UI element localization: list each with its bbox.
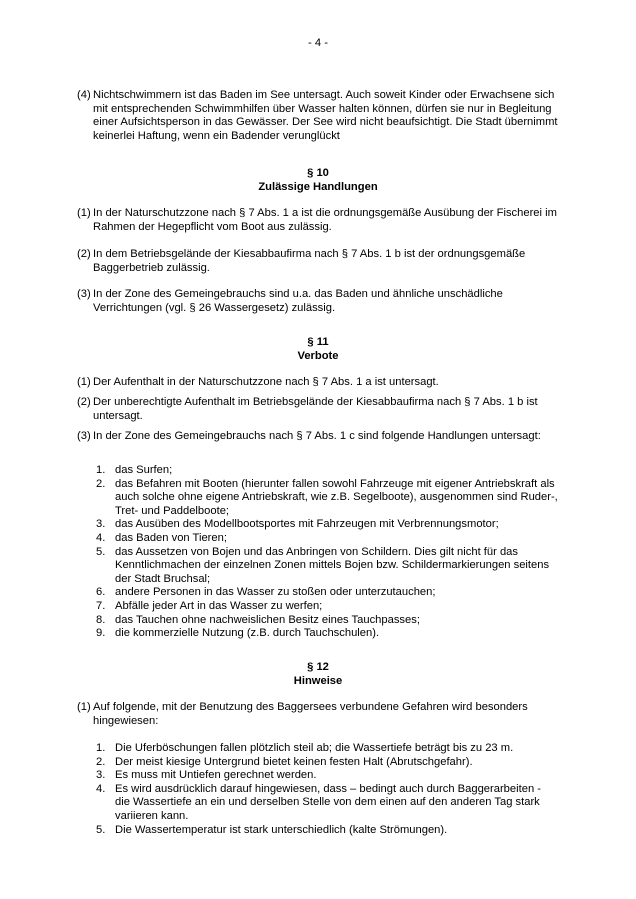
paragraph-text: In der Zone des Gemeingebrauchs sind u.a. das Baden und ähnliche unschädliche Verrichtungen (vgl. § 26 Wassergesetz) zulässig. — [93, 288, 503, 314]
list-item — [96, 614, 561, 628]
s11-prohibition-list — [96, 464, 561, 641]
list-item-text: Der meist kiesige Untergrund bietet keinen festen Halt (Abrutschgefahr). — [115, 755, 473, 768]
s11-paragraph-2 — [77, 396, 567, 423]
list-item-text: Es wird ausdrücklich darauf hingewiesen, dass – bedingt auch durch Baggerarbeiten - die Wassertiefe an ein und derselben Stelle von dem einen auf den anderen Tag stark variieren kann. — [115, 782, 541, 822]
list-item-number: 8. — [96, 613, 106, 626]
section-title: Verbote — [297, 349, 339, 362]
paragraph-text: In der Naturschutzzone nach § 7 Abs. 1 a ist die ordnungsgemäße Ausübung der Fischerei im Rahmen der Hegepflicht vom Boot aus zulässig. — [93, 207, 557, 233]
list-item-text: das Baden von Tieren; — [115, 531, 227, 544]
section-10-heading — [0, 167, 636, 194]
list-item — [96, 600, 561, 614]
paragraph-number: (2) — [77, 396, 91, 408]
page-number: - 4 - — [308, 37, 328, 49]
list-item-number: 3. — [96, 769, 106, 782]
list-item — [96, 769, 556, 783]
list-item-number: 2. — [96, 755, 106, 768]
list-item — [96, 742, 556, 756]
list-item-text: das Befahren mit Booten (hierunter fallen sowohl Fahrzeuge mit eigener Antriebskraft als auch solche ohne eigene Antriebskraft, wie z.B. Segelboote), ausgenommen sind Ruder-, Tret- und Paddelboote; — [115, 477, 558, 517]
paragraph-number: (4) — [77, 89, 91, 101]
list-item-number: 1. — [96, 742, 106, 754]
list-item — [96, 824, 556, 838]
list-item-number: 2. — [96, 477, 106, 490]
paragraph-number: (3) — [77, 430, 91, 442]
list-item — [96, 627, 561, 641]
paragraph-text: Nichtschwimmern ist das Baden im See untersagt. Auch soweit Kinder oder Erwachsene sich mit entsprechenden Schwimmhilfen über Wasser halten können, dürfen sie nur in Begleitung einer Aufsichtsperson in das Gewässer. Der See wird nicht beaufsichtigt. Die Stadt übernimmt keinerlei Haftung, wenn ein Badender verunglückt — [93, 89, 558, 142]
paragraph-number: (1) — [77, 376, 91, 388]
list-item-text: Abfälle jeder Art in das Wasser zu werfen; — [115, 599, 323, 612]
s11-paragraph-1 — [77, 376, 567, 390]
list-item-number: 9. — [96, 627, 106, 640]
section-11-heading — [0, 336, 636, 363]
paragraph-number: (2) — [77, 248, 91, 260]
list-item-number: 5. — [96, 823, 106, 836]
paragraph-number: (1) — [77, 207, 91, 219]
list-item-text: Die Wassertemperatur ist stark unterschiedlich (kalte Strömungen). — [115, 823, 448, 836]
paragraph-text: In dem Betriebsgelände der Kiesabbaufirma nach § 7 Abs. 1 b ist der ordnungsgemäße Baggerbetrieb zulässig. — [93, 248, 526, 274]
s12-hints-list — [96, 742, 556, 837]
s12-paragraph-1 — [77, 701, 567, 728]
paragraph-text: Auf folgende, mit der Benutzung des Baggersees verbundene Gefahren wird besonders hingewiesen: — [93, 701, 528, 727]
section-number: § 10 — [307, 167, 329, 179]
section-title: Zulässige Handlungen — [258, 180, 378, 193]
s10-paragraph-1 — [77, 207, 567, 234]
list-item — [96, 586, 561, 600]
paragraph-text: Der unberechtigte Aufenthalt im Betriebsgelände der Kiesabbaufirma nach § 7 Abs. 1 b ist untersagt. — [93, 396, 538, 422]
list-item-text: die kommerzielle Nutzung (z.B. durch Tauchschulen). — [115, 627, 380, 640]
list-item-text: Es muss mit Untiefen gerechnet werden. — [115, 769, 317, 782]
list-item-text: andere Personen in das Wasser zu stoßen oder unterzutauchen; — [115, 586, 436, 599]
list-item — [96, 464, 561, 478]
list-item-number: 3. — [96, 518, 106, 531]
list-item-text: Die Uferböschungen fallen plötzlich steil ab; die Wassertiefe beträgt bis zu 23 m. — [115, 742, 514, 754]
list-item-text: das Aussetzen von Bojen und das Anbringen von Schildern. Dies gilt nicht für das Kenntlichmachen der einzelnen Zonen mittels Bojen bzw. Schildermarkierungen seitens der Stadt Bruchsal; — [115, 545, 550, 585]
list-item — [96, 783, 556, 824]
list-item-text: das Tauchen ohne nachweislichen Besitz eines Tauchpasses; — [115, 613, 420, 626]
list-item-number: 6. — [96, 586, 106, 599]
list-item — [96, 478, 561, 519]
list-item — [96, 532, 561, 546]
list-item — [96, 756, 556, 770]
paragraph-number: (1) — [77, 701, 91, 713]
list-item-number: 1. — [96, 464, 106, 476]
list-item-text: das Ausüben des Modellbootsportes mit Fahrzeugen mit Verbrennungsmotor; — [115, 518, 499, 531]
section-number: § 12 — [307, 661, 329, 673]
list-item-number: 5. — [96, 545, 106, 558]
list-item-number: 4. — [96, 782, 106, 795]
s10-paragraph-2 — [77, 248, 567, 275]
paragraph-text: In der Zone des Gemeingebrauchs nach § 7 Abs. 1 c sind folgende Handlungen untersagt: — [93, 430, 541, 442]
list-item — [96, 518, 561, 532]
list-item — [96, 546, 561, 587]
section-title: Hinweise — [293, 674, 343, 687]
list-item-number: 7. — [96, 599, 106, 612]
paragraph-number: (3) — [77, 288, 91, 300]
s11-paragraph-3 — [77, 430, 567, 444]
s10-paragraph-3 — [77, 288, 567, 315]
paragraph-text: Der Aufenthalt in der Naturschutzzone nach § 7 Abs. 1 a ist untersagt. — [93, 376, 439, 388]
section-number: § 11 — [307, 336, 329, 348]
list-item-number: 4. — [96, 531, 106, 544]
paragraph-4 — [77, 89, 567, 143]
section-12-heading — [0, 661, 636, 688]
list-item-text: das Surfen; — [115, 464, 173, 476]
